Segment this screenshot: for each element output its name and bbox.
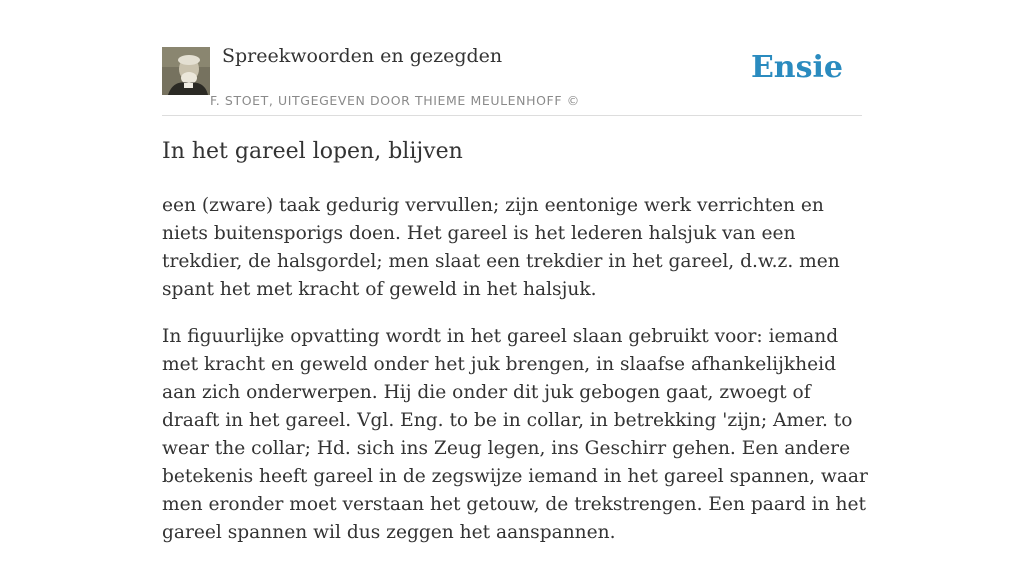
publisher-credit: F. STOET, UITGEGEVEN DOOR THIEME MEULENHOFF © (210, 93, 580, 108)
header-divider (162, 115, 862, 116)
entry-body (162, 192, 872, 566)
author-portrait-icon (162, 47, 210, 95)
source-title[interactable]: Spreekwoorden en gezegden (222, 45, 503, 67)
entry-title: In het gareel lopen, blijven (162, 139, 463, 164)
entry-paragraph-2: In figuurlijke opvatting wordt in het gareel slaan gebruikt voor: iemand met kracht en geweld onder het juk brengen, in slaafse afhankelijkheid aan zich onderwerpen. Hij die onder dit juk gebogen gaat, zwoegt of draaft in het gareel. Vgl. Eng. to be in collar, in betrekking 'zijn; Amer. to wear the collar; Hd. sich ins Zeug legen, ins Geschirr gehen. Een andere betekenis heeft gareel in de zegswijze iemand in het gareel spannen, waar men eronder moet verstaan het getouw, de trekstrengen. Een paard in het gareel spannen wil dus zeggen het aanspannen. (162, 326, 868, 543)
entry-paragraph-1: een (zware) taak gedurig vervullen; zijn eentonige werk verrichten en niets buitensporigs doen. Het gareel is het lederen halsjuk van een trekdier, de halsgordel; men slaat een trekdier in het gareel, d.w.z. men spant het met kracht of geweld in het halsjuk. (162, 195, 840, 300)
ensie-logo-link[interactable]: Ensie (750, 50, 843, 85)
